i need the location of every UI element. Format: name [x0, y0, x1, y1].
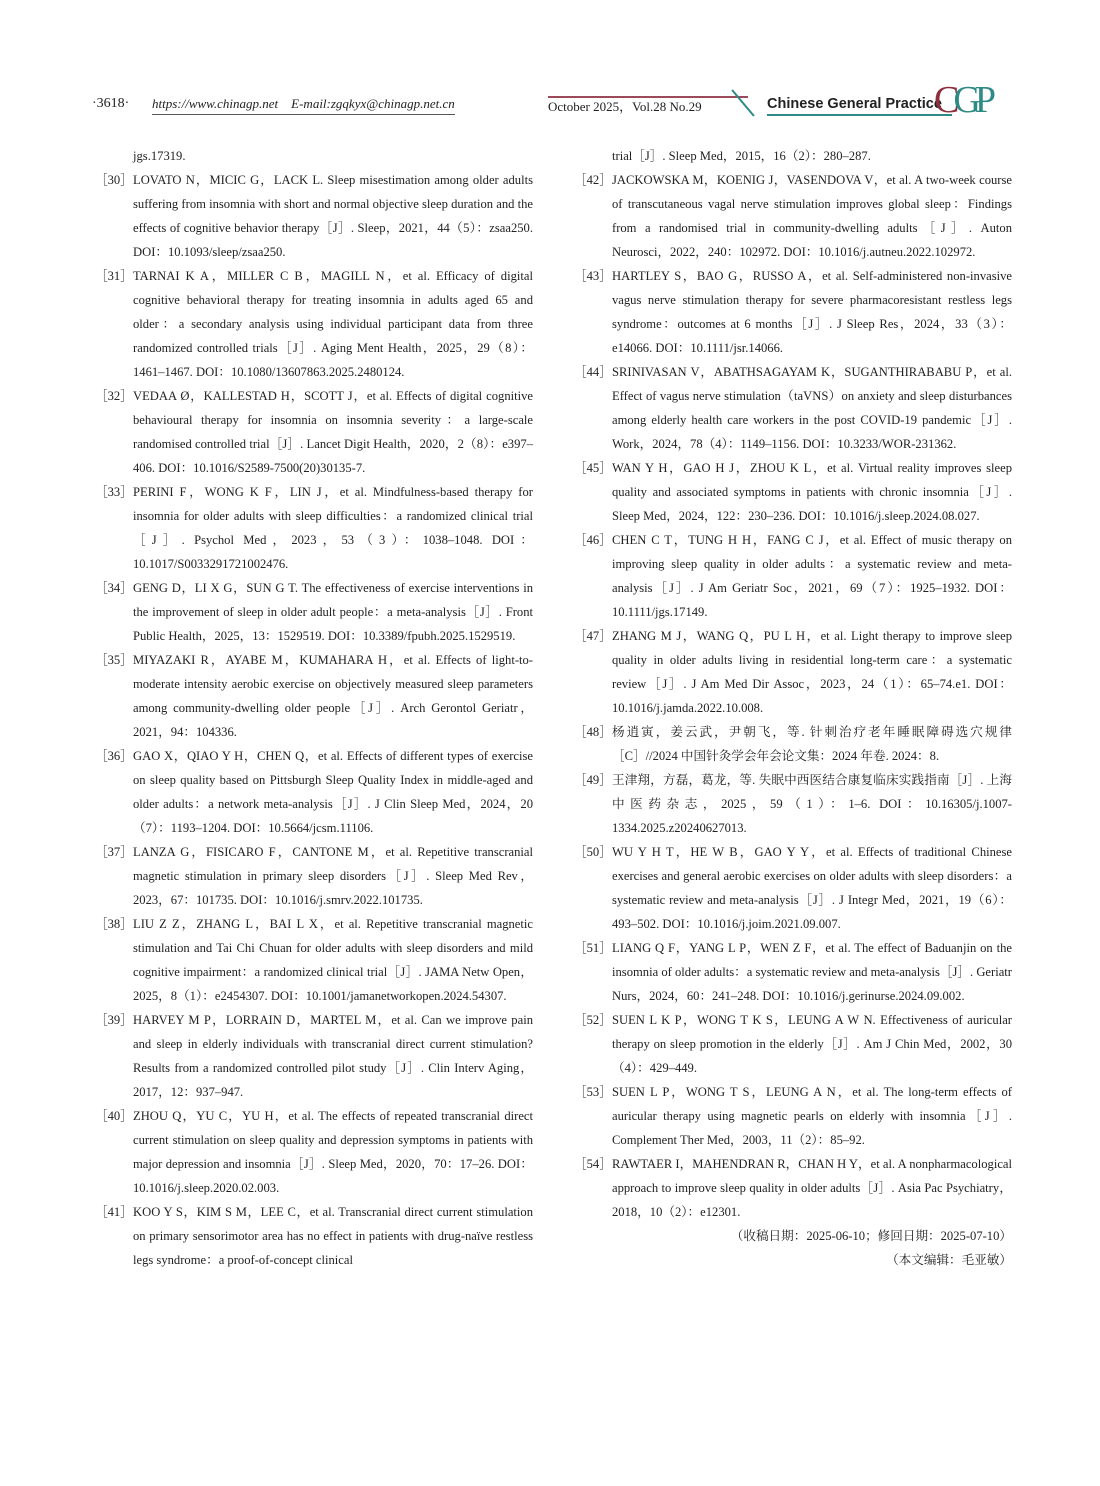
reference-text: HARVEY M P，LORRAIN D，MARTEL M，et al. Can we improve pain and sleep in elderly individuals with transcranial direct current stimulation? Results from a randomized controlled pilot study［J］. Clin Interv Aging，2017，12：937–947. — [133, 1013, 533, 1099]
reference-number: ［50］ — [574, 845, 612, 859]
received-dates: （收稿日期：2025-06-10；修回日期：2025-07-10） — [730, 1229, 1012, 1243]
reference-item — [95, 576, 533, 648]
reference-number: ［37］ — [95, 845, 133, 859]
reference-number: ［30］ — [95, 173, 133, 187]
header-links — [152, 96, 455, 115]
reference-item — [574, 624, 1012, 720]
reference-item — [574, 768, 1012, 840]
reference-text: jgs.17319. — [133, 149, 186, 163]
reference-text: GENG D，LI X G，SUN G T. The effectiveness of exercise interventions in the improvement of sleep in older adult people：a meta-analysis［J］. Front Public Health，2025，13：1529519. DOI：10.3389/fpubh.2025.1529519. — [133, 581, 533, 643]
reference-text: JACKOWSKA M，KOENIG J，VASENDOVA V，et al. A two-week course of transcutaneous vagal nerve stimulation improves global sleep：Findings from a randomised trial in community-dwelling adults［J］. Auton Neurosci，2022，240：102972. DOI：10.1016/j.autneu.2022.102972. — [612, 173, 1012, 259]
reference-item — [95, 744, 533, 840]
reference-number: ［53］ — [574, 1085, 612, 1099]
reference-item — [95, 648, 533, 744]
reference-text: VEDAA Ø，KALLESTAD H，SCOTT J，et al. Effects of digital cognitive behavioural therapy for insomnia on insomnia severity：a large-scale randomised controlled trial［J］. Lancet Digit Health，2020，2（8）：e397–406. DOI：10.1016/S2589-7500(20)30135-7. — [133, 389, 533, 475]
reference-text: trial［J］. Sleep Med，2015，16（2）：280–287. — [612, 149, 871, 163]
reference-item — [95, 1104, 533, 1200]
reference-text: LIANG Q F，YANG L P，WEN Z F，et al. The effect of Baduanjin on the insomnia of older adults：a systematic review and meta-analysis［J］. Geriatr Nurs，2024，60：241–248. DOI：10.1016/j.gerinurse.2024.09.002. — [612, 941, 1012, 1003]
reference-item — [574, 456, 1012, 528]
reference-item — [95, 1200, 533, 1272]
journal-logo: CGP — [934, 79, 990, 121]
reference-item — [574, 144, 1012, 168]
reference-text: LANZA G，FISICARO F，CANTONE M，et al. Repetitive transcranial magnetic stimulation in primary sleep disorders［J］. Sleep Med Rev，2023，67：101735. DOI：10.1016/j.smrv.2022.101735. — [133, 845, 533, 907]
reference-item — [574, 1008, 1012, 1080]
reference-item — [574, 720, 1012, 768]
reference-text: RAWTAER I，MAHENDRAN R，CHAN H Y，et al. A nonpharmacological approach to improve sleep quality in older adults［J］. Asia Pac Psychiatry，2018，10（2）：e12301. — [612, 1157, 1012, 1219]
reference-text: 杨逍寅，姜云武，尹朝飞，等. 针刺治疗老年睡眠障碍选穴规律［C］//2024 中国针灸学会年会论文集：2024 年卷. 2024：8. — [612, 725, 1012, 763]
references-right-column — [574, 144, 1012, 1272]
reference-item — [95, 168, 533, 264]
journal-email[interactable]: E-mail:zgqkyx@chinagp.net.cn — [291, 96, 455, 111]
reference-item — [95, 384, 533, 480]
reference-number: ［39］ — [95, 1013, 133, 1027]
reference-text: CHEN C T，TUNG H H，FANG C J，et al. Effect of music therapy on improving sleep quality in older adults：a systematic review and meta-analysis［J］. J Am Geriatr Soc，2021，69（7）：1925–1932. DOI：10.1111/jgs.17149. — [612, 533, 1012, 619]
page-header — [92, 79, 1012, 122]
reference-item — [95, 840, 533, 912]
reference-item — [574, 1080, 1012, 1152]
reference-item — [574, 360, 1012, 456]
reference-number: ［36］ — [95, 749, 133, 763]
reference-item — [95, 1008, 533, 1104]
reference-item — [95, 480, 533, 576]
journal-url[interactable]: https://www.chinagp.net — [152, 96, 279, 111]
reference-text: ZHANG M J，WANG Q，PU L H，et al. Light therapy to improve sleep quality in older adults living in residential long-term care：a systematic review［J］. J Am Med Dir Assoc，2023，24（1）：65–74.e1. DOI：10.1016/j.jamda.2022.10.008. — [612, 629, 1012, 715]
reference-number: ［52］ — [574, 1013, 612, 1027]
reference-number: ［42］ — [574, 173, 612, 187]
reference-number: ［44］ — [574, 365, 612, 379]
reference-text: KOO Y S，KIM S M，LEE C，et al. Transcranial direct current stimulation on primary sensorimotor area has no effect in patients with drug-naïve restless legs syndrome：a proof-of-concept clinical — [133, 1205, 533, 1267]
reference-text: SRINIVASAN V，ABATHSAGAYAM K，SUGANTHIRABABU P，et al. Effect of vagus nerve stimulation（taVNS）on anxiety and sleep disturbances among elderly health care workers in the post COVID-19 pandemic［J］. Work，2024，78（4）：1149–1156. DOI：10.3233/WOR-231362. — [612, 365, 1012, 451]
reference-number: ［38］ — [95, 917, 133, 931]
reference-number: ［32］ — [95, 389, 133, 403]
reference-text: GAO X，QIAO Y H，CHEN Q，et al. Effects of different types of exercise on sleep quality based on Pittsburgh Sleep Quality Index in middle-aged and older adults：a network meta-analysis［J］. J Clin Sleep Med，2024，20（7）：1193–1204. DOI：10.5664/jcsm.11106. — [133, 749, 533, 835]
reference-number: ［49］ — [574, 773, 612, 787]
reference-item — [95, 264, 533, 384]
reference-number: ［51］ — [574, 941, 612, 955]
reference-number: ［41］ — [95, 1205, 133, 1219]
reference-number: ［40］ — [95, 1109, 133, 1123]
reference-text: 王津翔，方磊，葛龙，等. 失眠中西医结合康复临床实践指南［J］. 上海中医药杂志，2025，59（1）：1–6. DOI：10.16305/j.1007-1334.2025.z20240627013. — [612, 773, 1012, 835]
reference-item — [95, 144, 533, 168]
reference-number: ［54］ — [574, 1157, 612, 1171]
reference-text: ZHOU Q，YU C，YU H，et al. The effects of repeated transcranial direct current stimulation on sleep quality and depression symptoms in patients with major depression and insomnia［J］. Sleep Med，2020，70：17–26. DOI：10.1016/j.sleep.2020.02.003. — [133, 1109, 533, 1195]
reference-number: ［33］ — [95, 485, 133, 499]
reference-number: ［43］ — [574, 269, 612, 283]
reference-item — [574, 168, 1012, 264]
editor-note: （本文编辑：毛亚敏） — [886, 1253, 1012, 1267]
reference-text: MIYAZAKI R，AYABE M，KUMAHARA H，et al. Effects of light-to-moderate intensity aerobic exercise on objectively measured sleep parameters among community-dwelling older people［J］. Arch Gerontol Geriatr，2021，94：104336. — [133, 653, 533, 739]
reference-number: ［47］ — [574, 629, 612, 643]
reference-text: LOVATO N，MICIC G，LACK L. Sleep misestimation among older adults suffering from insomnia with short and normal objective sleep duration and the effects of cognitive behavior therapy［J］. Sleep，2021，44（5）：zsaa250. DOI：10.1093/sleep/zsaa250. — [133, 173, 533, 259]
reference-text: TARNAI K A，MILLER C B，MAGILL N，et al. Efficacy of digital cognitive behavioral therapy for treating insomnia in adults aged 65 and older：a secondary analysis using individual participant data from three randomized controlled trials［J］. Aging Ment Health，2025，29（8）：1461–1467. DOI：10.1080/13607863.2025.2480124. — [133, 269, 533, 379]
reference-text: SUEN L P，WONG T S，LEUNG A N，et al. The long-term effects of auricular therapy using magnetic pearls on elderly with insomnia［J］. Complement Ther Med，2003，11（2）：85–92. — [612, 1085, 1012, 1147]
journal-name: Chinese General Practice — [767, 96, 952, 116]
reference-text: SUEN L K P，WONG T K S，LEUNG A W N. Effectiveness of auricular therapy on sleep promotion in the elderly［J］. Am J Chin Med，2002，30（4）：429–449. — [612, 1013, 1012, 1075]
reference-number: ［34］ — [95, 581, 133, 595]
reference-number: ［48］ — [574, 725, 612, 739]
reference-item — [574, 264, 1012, 360]
reference-text: LIU Z Z，ZHANG L，BAI L X，et al. Repetitive transcranial magnetic stimulation and Tai Chi Chuan for older adults with sleep disorders and mild cognitive impairment：a randomized clinical trial［J］. JAMA Netw Open，2025，8（1）：e2454307. DOI：10.1001/jamanetworkopen.2024.54307. — [133, 917, 533, 1003]
page-number: ·3618· — [92, 96, 130, 111]
reference-text: PERINI F，WONG K F，LIN J，et al. Mindfulness-based therapy for insomnia for older adults with sleep difficulties：a randomized clinical trial［J］. Psychol Med，2023，53（3）：1038–1048. DOI：10.1017/S0033291721002476. — [133, 485, 533, 571]
issue-info: October 2025，Vol.28 No.29 — [548, 96, 748, 115]
reference-text: WU Y H T，HE W B，GAO Y Y，et al. Effects of traditional Chinese exercises and general aerobic exercises on older adults with sleep disorders：a systematic review and meta-analysis［J］. J Integr Med，2021，19（6）：493–502. DOI：10.1016/j.joim.2021.09.007. — [612, 845, 1012, 931]
reference-text: WAN Y H，GAO H J，ZHOU K L，et al. Virtual reality improves sleep quality and associated symptoms in patients with chronic insomnia［J］. Sleep Med，2024，122：230–236. DOI：10.1016/j.sleep.2024.08.027. — [612, 461, 1012, 523]
reference-number: ［31］ — [95, 269, 133, 283]
reference-item — [574, 1152, 1012, 1224]
reference-item — [95, 912, 533, 1008]
references-left-column — [95, 144, 533, 1272]
reference-item — [574, 840, 1012, 936]
reference-item — [574, 528, 1012, 624]
reference-number: ［46］ — [574, 533, 612, 547]
reference-text: HARTLEY S，BAO G，RUSSO A，et al. Self-administered non-invasive vagus nerve stimulation therapy for severe pharmacoresistant restless legs syndrome：outcomes at 6 months［J］. J Sleep Res，2024，33（3）：e14066. DOI：10.1111/jsr.14066. — [612, 269, 1012, 355]
reference-item — [574, 936, 1012, 1008]
reference-number: ［45］ — [574, 461, 612, 475]
reference-number: ［35］ — [95, 653, 133, 667]
